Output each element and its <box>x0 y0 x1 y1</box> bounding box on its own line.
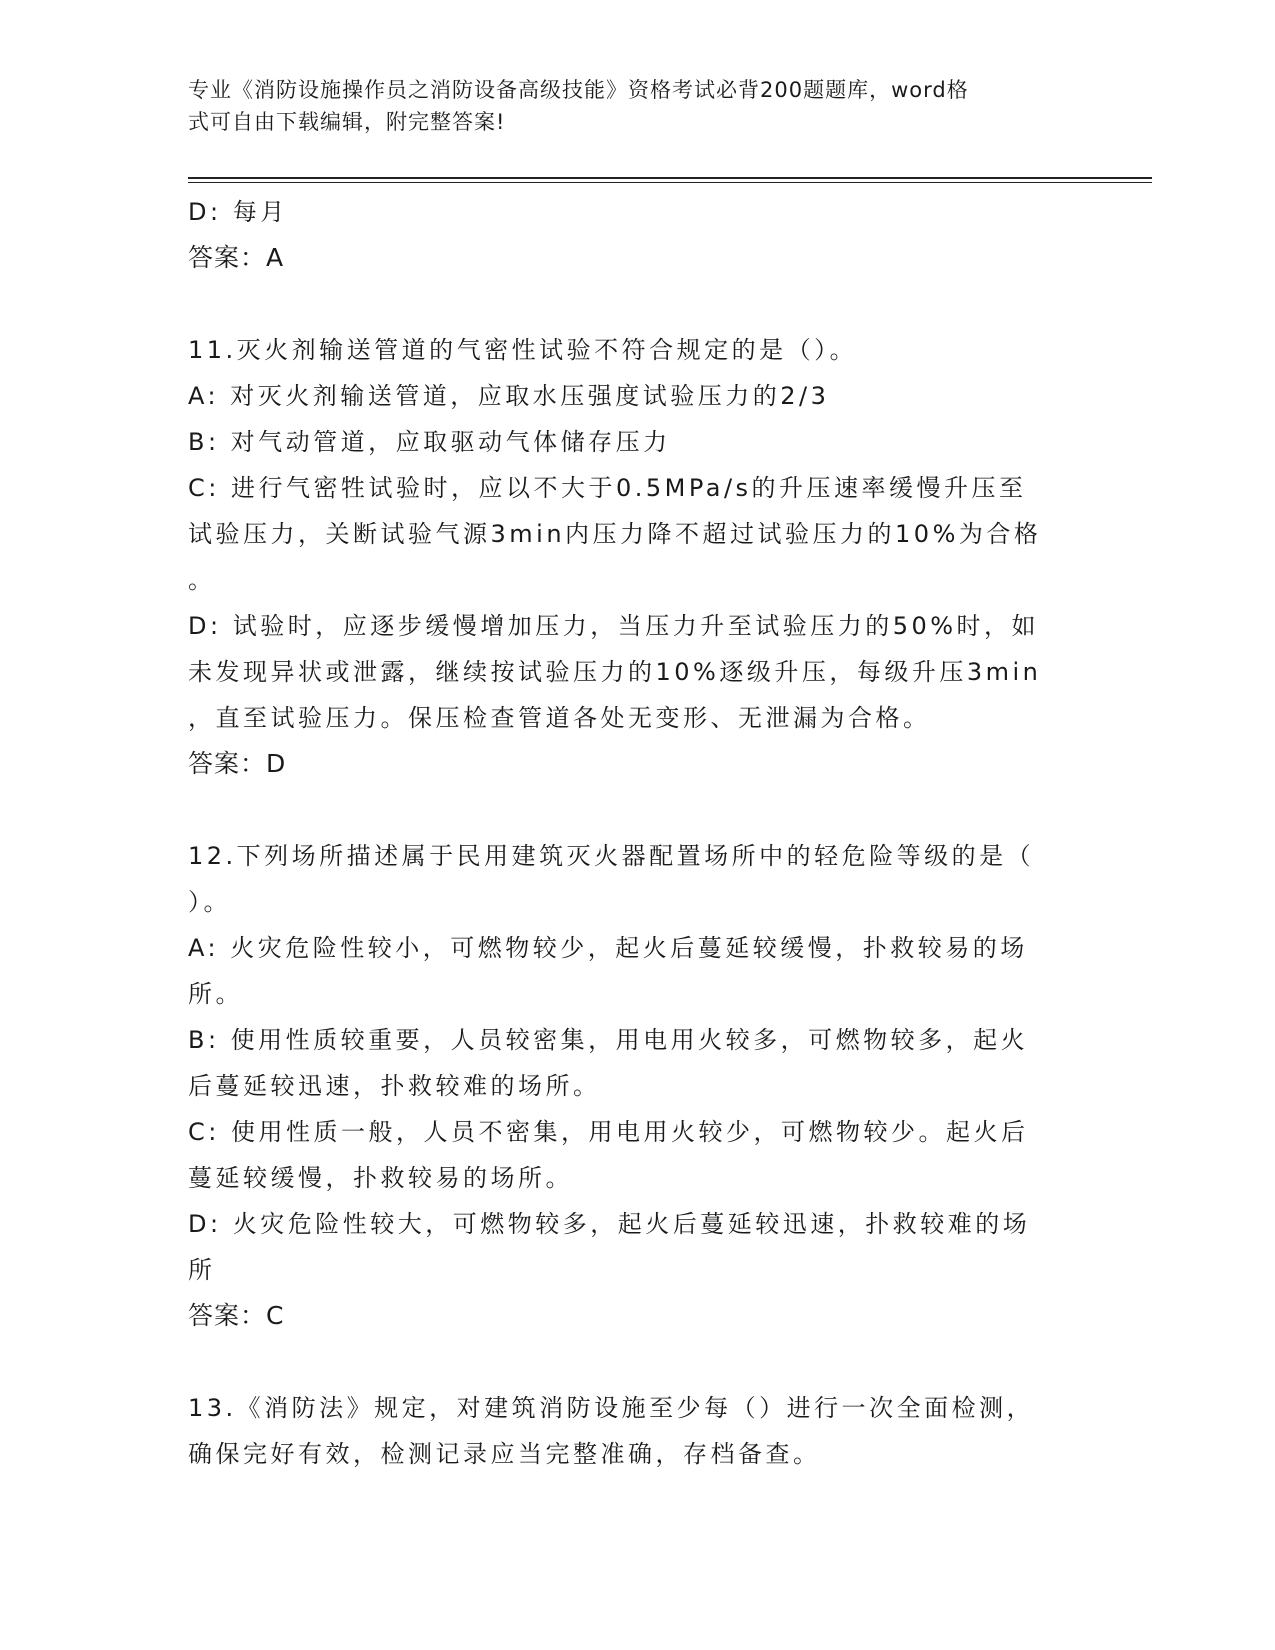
option-a-q12-line-2: 所。 <box>188 980 243 1008</box>
option-b-q12-line-1: B: 使用性质较重要，人员较密集，用电用火较多，可燃物较多，起火 <box>188 1026 1029 1054</box>
answer-q12: 答案：C <box>188 1301 285 1330</box>
option-d-q12-line-1: D: 火灾危险性较大，可燃物较多，起火后蔓延较迅速，扑救较难的场 <box>188 1210 1031 1238</box>
spacer <box>188 281 1068 327</box>
option-c-q11-line-2: 试验压力，关断试验气源3min内压力降不超过试验压力的10%为合格 <box>188 520 1042 548</box>
option-b-q12-line-2: 后蔓延较迅速，扑救较难的场所。 <box>188 1072 601 1100</box>
question-13-line-2: 确保完好有效，检测记录应当完整准确，存档备查。 <box>188 1440 821 1468</box>
option-c-q12-line-2: 蔓延较缓慢，扑救较易的场所。 <box>188 1164 573 1192</box>
header-line-1: 专业《消防设施操作员之消防设备高级技能》资格考试必背200题题库，word格 <box>188 78 969 102</box>
option-d-q12-line-2: 所 <box>188 1256 216 1284</box>
option-c-q11-line-3: 。 <box>188 566 216 594</box>
option-c-q11-line-1: C: 进行气密牲试验时，应以不大于0.5MPa/s的升压速率缓慢升压至 <box>188 474 1027 502</box>
option-a-q12-line-1: A: 火灾危险性较小，可燃物较少，起火后蔓延较缓慢，扑救较易的场 <box>188 934 1028 962</box>
option-c-q12-line-1: C: 使用性质一般，人员不密集，用电用火较少，可燃物较少。起火后 <box>188 1118 1029 1146</box>
header-line-2: 式可自由下载编辑，附完整答案! <box>188 110 506 134</box>
option-d-q11-line-2: 未发现异状或泄露，继续按试验压力的10%逐级升压，每级升压3min <box>188 658 1042 686</box>
spacer <box>188 787 1068 833</box>
spacer <box>188 1339 1068 1385</box>
option-d-q11-line-3: ，直至试验压力。保压检查管道各处无变形、无泄漏为合格。 <box>188 704 931 732</box>
header-divider-thick <box>188 177 1152 179</box>
option-b-q11: B: 对气动管道，应取驱动气体储存压力 <box>188 428 671 456</box>
answer-q11: 答案：D <box>188 749 287 778</box>
answer-q10: 答案：A <box>188 243 285 272</box>
question-12-line-2: ）。 <box>188 888 231 916</box>
question-12-line-1: 12.下列场所描述属于民用建筑灭火器配置场所中的轻危险等级的是（ <box>188 842 1035 870</box>
question-13-line-1: 13.《消防法》规定，对建筑消防设施至少每（）进行一次全面检测， <box>188 1394 1035 1422</box>
header-divider-thin <box>188 182 1152 183</box>
option-d-q10: D: 每月 <box>188 198 288 226</box>
question-11: 11.灭火剂输送管道的气密性试验不符合规定的是（）。 <box>188 336 858 364</box>
document-header <box>188 74 1068 138</box>
option-d-q11-line-1: D: 试验时，应逐步缓慢增加压力，当压力升至试验压力的50%时，如 <box>188 612 1040 640</box>
option-a-q11: A: 对灭火剂输送管道，应取水压强度试验压力的2/3 <box>188 382 830 410</box>
question-content <box>188 189 1068 1477</box>
